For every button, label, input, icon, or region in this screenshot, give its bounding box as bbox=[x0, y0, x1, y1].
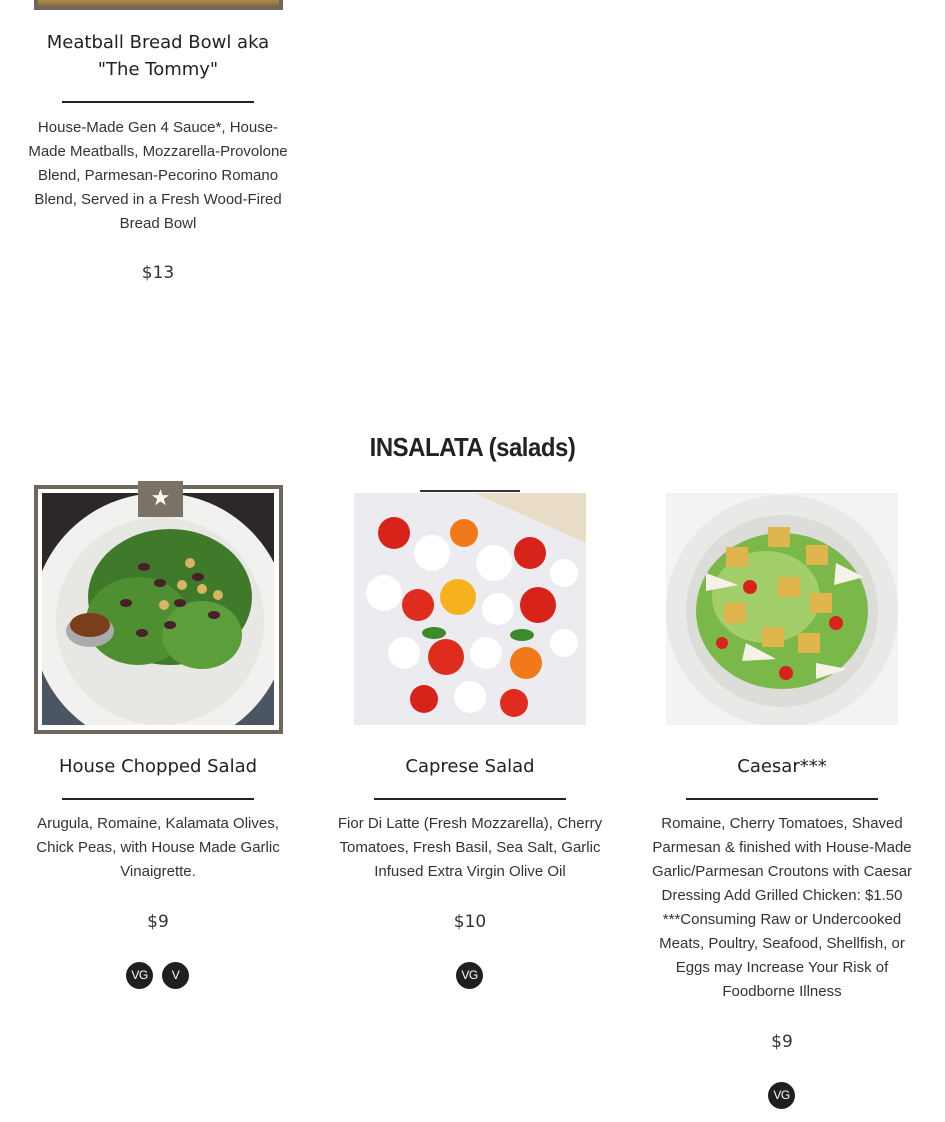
meatball-bowl-title-line2: "The Tommy" bbox=[97, 59, 219, 80]
house-chopped-salad-price: $9 bbox=[147, 912, 169, 932]
caesar-salad-price: $9 bbox=[771, 1032, 793, 1052]
vegan-badge-icon: VG bbox=[126, 962, 153, 989]
vegan-badge-icon: VG bbox=[768, 1082, 795, 1109]
meatball-bowl-title bbox=[18, 29, 298, 83]
meatball-bowl-divider bbox=[62, 101, 254, 103]
caprese-salad-title: Caprese Salad bbox=[405, 756, 535, 777]
meatball-bowl-price: $13 bbox=[141, 263, 175, 283]
caprese-salad-price: $10 bbox=[453, 912, 487, 932]
vegan-badge-icon: VG bbox=[456, 962, 483, 989]
meatball-bowl-description: House-Made Gen 4 Sauce*, House-Made Meatballs, Mozzarella-Provolone Blend, Parmesan-Pecorino Romano Blend, Served in a Fresh Wood-Fired Bread Bowl bbox=[28, 119, 288, 232]
house-chopped-salad-photo[interactable] bbox=[42, 493, 274, 725]
caesar-salad-photo[interactable] bbox=[666, 493, 898, 725]
featured-star-icon: ★ bbox=[138, 481, 183, 517]
caprese-salad-description: Fior Di Latte (Fresh Mozzarella), Cherry Tomatoes, Fresh Basil, Sea Salt, Garlic Infused Extra Virgin Olive Oil bbox=[337, 815, 603, 880]
house-chopped-salad-description: Arugula, Romaine, Kalamata Olives, Chick Peas, with House Made Garlic Vinaigrette. bbox=[36, 815, 280, 880]
meatball-bowl-title-line1: Meatball Bread Bowl aka bbox=[46, 32, 270, 53]
caesar-salad-description: Romaine, Cherry Tomatoes, Shaved Parmesan & finished with House-Made Garlic/Parmesan Croutons with Caesar Dressing Add Grilled Chicken: $1.50 ***Consuming Raw or Undercooked Meats, Poultry, Seafood, Shellfish, or Eggs may Increase Your Risk of Foodborne Illness bbox=[651, 815, 913, 1000]
house-chopped-salad-title: House Chopped Salad bbox=[58, 756, 258, 777]
caprese-photo-accent bbox=[420, 490, 520, 492]
caesar-salad-divider bbox=[686, 798, 878, 800]
section-title-insalata: INSALATA (salads) bbox=[369, 432, 576, 462]
caprese-salad-divider bbox=[374, 798, 566, 800]
caprese-salad-photo[interactable] bbox=[354, 493, 586, 725]
vegetarian-badge-icon: V bbox=[162, 962, 189, 989]
house-chopped-salad-divider bbox=[62, 798, 254, 800]
meatball-bowl-photo-frame[interactable] bbox=[34, 0, 283, 10]
caesar-salad-title: Caesar*** bbox=[737, 756, 827, 777]
